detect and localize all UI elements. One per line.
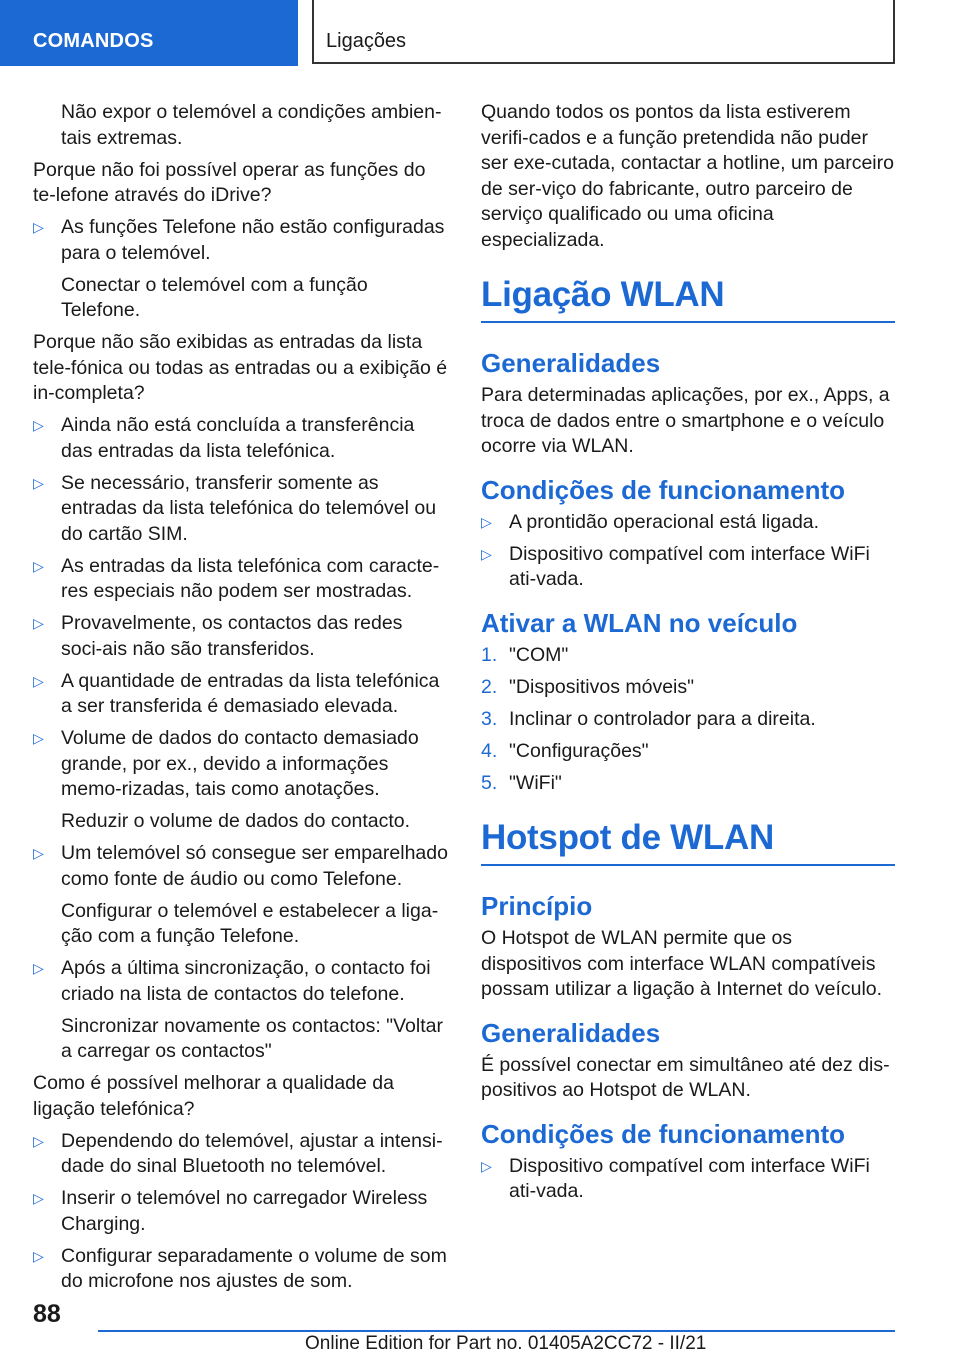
list-item: ▷ Provavelmente, os contactos das redes soci-ais não são transferidos. bbox=[33, 612, 403, 660]
page-header bbox=[0, 0, 960, 66]
chapter-title: Ligações bbox=[312, 0, 895, 64]
triangle-bullet-icon: ▷ bbox=[33, 219, 44, 235]
step-number: 4. bbox=[481, 739, 498, 762]
step-item: 4. "Configurações" bbox=[481, 739, 895, 765]
triangle-bullet-icon: ▷ bbox=[33, 417, 44, 433]
triangle-bullet-icon: ▷ bbox=[33, 960, 44, 976]
edition-text: Online Edition for Part no. 01405A2CC72 - II/21 bbox=[305, 1333, 707, 1354]
triangle-bullet-icon: ▷ bbox=[33, 672, 44, 689]
step-number: 5. bbox=[481, 771, 498, 794]
paragraph: Não expor o telemóvel a condições ambien-tais extremas. bbox=[61, 101, 442, 149]
list-item: ▷ Após a última sincronização, o contacto foi criado na lista de contactos do telefone. bbox=[33, 957, 431, 1005]
step-number: 3. bbox=[481, 707, 498, 730]
instruction: Sincronizar novamente os contactos: "Voltar a carregar os contactos" bbox=[61, 1014, 443, 1062]
subheading-ativar: Ativar a WLAN no veículo bbox=[481, 607, 798, 638]
list-item: ▷ Ainda não está concluída a transferência das entradas da lista telefónica. bbox=[33, 414, 415, 462]
list-item: ▷ Dispositivo compatível com interface WiFi ati-vada. bbox=[481, 1154, 870, 1202]
step-item: 5. "WiFi" bbox=[481, 771, 895, 797]
instruction: Conectar o telemóvel com a função Telefone. bbox=[61, 273, 368, 321]
triangle-bullet-icon: ▷ bbox=[33, 615, 44, 631]
question: Porque não foi possível operar as funções do te-lefone através do iDrive? bbox=[33, 158, 426, 206]
subheading-generalidades: Generalidades bbox=[481, 1017, 661, 1048]
instruction: Reduzir o volume de dados do contacto. bbox=[61, 810, 411, 832]
list-item: ▷ Dispositivo compatível com interface WiFi ati-vada. bbox=[481, 542, 870, 590]
list-item: ▷ As funções Telefone não estão configuradas para o telemóvel. bbox=[33, 216, 445, 264]
list-item: ▷ Inserir o telemóvel no carregador Wireless Charging. bbox=[33, 1187, 428, 1235]
paragraph: Para determinadas aplicações, por ex., Apps, a troca de dados entre o smartphone e o veículo ocorre via WLAN. bbox=[481, 384, 890, 457]
paragraph: Quando todos os pontos da lista estiverem verifi-cados e a função pretendida não puder ser exe-cutada, contactar a hotline, um parceiro de ser-viço do fabricante, outro parceiro de serviço qualificado ou uma oficina especializada. bbox=[481, 101, 894, 251]
list-item: ▷ Volume de dados do contacto demasiado grande, por ex., devido a informações memo-rizadas, tais como anotações. bbox=[33, 727, 419, 800]
step-item: 2. "Dispositivos móveis" bbox=[481, 675, 895, 701]
triangle-bullet-icon: ▷ bbox=[33, 845, 44, 861]
list-item: ▷ A quantidade de entradas da lista telefónica a ser transferida é demasiado elevada. bbox=[33, 669, 440, 717]
subheading-condicoes: Condições de funcionamento bbox=[481, 474, 846, 505]
triangle-bullet-icon: ▷ bbox=[33, 1247, 44, 1264]
step-number: 1. bbox=[481, 643, 498, 666]
left-column bbox=[33, 100, 448, 1301]
triangle-bullet-icon: ▷ bbox=[33, 557, 44, 574]
list-item: ▷ A prontidão operacional está ligada. bbox=[481, 510, 895, 536]
triangle-bullet-icon: ▷ bbox=[481, 1157, 492, 1174]
step-item: 1. "COM" bbox=[481, 643, 895, 669]
list-item: ▷ Configurar separadamente o volume de som do microfone nos ajustes de som. bbox=[33, 1244, 447, 1292]
list-item: ▷ As entradas da lista telefónica com caracte-res especiais não podem ser mostradas. bbox=[33, 554, 440, 602]
list-item: ▷ Se necessário, transferir somente as entradas da lista telefónica do telemóvel ou do cartão SIM. bbox=[33, 471, 437, 545]
triangle-bullet-icon: ▷ bbox=[33, 474, 44, 491]
paragraph: É possível conectar em simultâneo até dez dis-positivos ao Hotspot de WLAN. bbox=[481, 1053, 890, 1101]
triangle-bullet-icon: ▷ bbox=[481, 513, 492, 530]
subheading-condicoes: Condições de funcionamento bbox=[481, 1118, 846, 1149]
page-number: 88 bbox=[33, 1300, 61, 1328]
list-item: ▷ Dependendo do telemóvel, ajustar a intensi-dade do sinal Bluetooth no telemóvel. bbox=[33, 1129, 443, 1177]
section-heading-hotspot: Hotspot de WLAN bbox=[481, 816, 895, 866]
question: Porque não são exibidas as entradas da lista tele-fónica ou todas as entradas ou a exibição é in-completa? bbox=[33, 331, 448, 404]
footer-divider bbox=[98, 1330, 895, 1332]
list-item: ▷ Um telemóvel só consegue ser emparelhado como fonte de áudio ou como Telefone. bbox=[33, 842, 448, 890]
instruction: Configurar o telemóvel e estabelecer a liga-ção com a função Telefone. bbox=[61, 899, 439, 947]
question: Como é possível melhorar a qualidade da ligação telefónica? bbox=[33, 1072, 394, 1120]
triangle-bullet-icon: ▷ bbox=[33, 730, 44, 746]
triangle-bullet-icon: ▷ bbox=[33, 1190, 44, 1206]
paragraph: O Hotspot de WLAN permite que os dispositivos com interface WLAN compatíveis possam utilizar a ligação à Internet do veículo. bbox=[481, 927, 883, 1000]
triangle-bullet-icon: ▷ bbox=[33, 1132, 44, 1149]
step-number: 2. bbox=[481, 675, 498, 698]
triangle-bullet-icon: ▷ bbox=[481, 545, 492, 562]
section-tab[interactable]: COMANDOS bbox=[0, 0, 298, 66]
right-column bbox=[481, 100, 895, 1211]
step-item: 3. Inclinar o controlador para a direita. bbox=[481, 707, 895, 733]
subheading-generalidades: Generalidades bbox=[481, 348, 661, 378]
section-heading-wlan: Ligação WLAN bbox=[481, 273, 895, 323]
subheading-principio: Princípio bbox=[481, 891, 593, 921]
